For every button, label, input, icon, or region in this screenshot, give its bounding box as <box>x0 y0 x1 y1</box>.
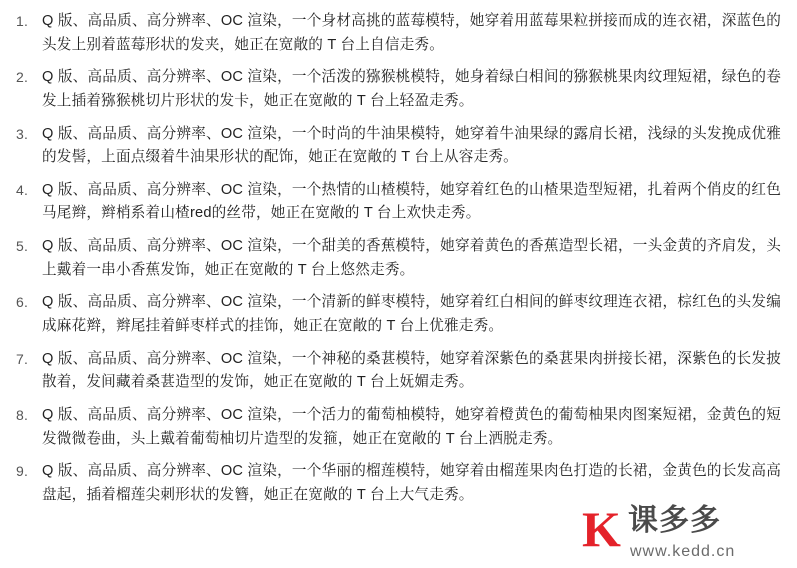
list-item-number: 7. <box>16 350 29 367</box>
watermark <box>582 500 787 562</box>
list-item-number: 5. <box>16 238 29 255</box>
list-item-number: 6. <box>16 294 29 311</box>
list-item-text: Q 版、高品质、高分辨率、OC 渲染，一个华丽的榴莲模特，她穿着由榴莲果肉色打造的长裙，金黄色的长发高高盘起，插着榴莲尖刺形状的发簪，她正在宽敞的 T 台上大气走秀。 <box>42 463 781 503</box>
list-item <box>16 404 781 451</box>
list-item <box>16 179 781 226</box>
watermark-logo-icon: K <box>582 501 621 557</box>
list-item-text: Q 版、高品质、高分辨率、OC 渲染，一个甜美的香蕉模特，她穿着黄色的香蕉造型长裙，一头金黄的齐肩发，头上戴着一串小香蕉发饰，她正在宽敞的 T 台上悠然走秀。 <box>42 238 781 278</box>
list-item-number: 3. <box>16 125 29 142</box>
list-item-text: Q 版、高品质、高分辨率、OC 渲染，一个清新的鲜枣模特，她穿着红白相间的鲜枣纹理连衣裙，棕红色的头发编成麻花辫，辫尾挂着鲜枣样式的挂饰，她正在宽敞的 T 台上优雅走秀。 <box>42 294 781 335</box>
list-item <box>16 460 781 507</box>
list-item-number: 4. <box>16 181 29 198</box>
list-item <box>16 235 781 282</box>
list-item-text: Q 版、高品质、高分辨率、OC 渲染，一个身材高挑的蓝莓模特，她穿着用蓝莓果粒拼接而成的连衣裙，深蓝色的头发上别着蓝莓形状的发夹，她正在宽敞的 T 台上自信走秀。 <box>42 13 781 53</box>
watermark-title: 课多多 <box>628 504 721 537</box>
list-item-text: Q 版、高品质、高分辨率、OC 渲染，一个活泼的猕猴桃模特，她身着绿白相间的猕猴桃果肉纹理短裙，绿色的卷发上插着猕猴桃切片形状的发卡，她正在宽敞的 T 台上轻盈走秀。 <box>42 69 781 109</box>
list-item <box>16 123 781 170</box>
list-item <box>16 291 781 338</box>
list-item <box>16 66 781 113</box>
list-item <box>16 348 781 395</box>
list-item-number: 1. <box>16 13 29 29</box>
list-item-number: 2. <box>16 69 29 86</box>
list-item-text: Q 版、高品质、高分辨率、OC 渲染，一个热情的山楂模特，她穿着红色的山楂果造型短裙，扎着两个俏皮的红色马尾辫，辫梢系着山楂red的丝带，她正在宽敞的 T 台上欢快走秀。 <box>42 181 781 222</box>
list-item-number: 9. <box>16 463 29 480</box>
list-item-text: Q 版、高品质、高分辨率、OC 渲染，一个活力的葡萄柚模特，她穿着橙黄色的葡萄柚果肉图案短裙，金黄色的短发微微卷曲，头上戴着葡萄柚切片造型的发箍，她正在宽敞的 T 台上洒脱走秀。 <box>42 406 781 447</box>
list-item <box>16 10 781 57</box>
prompt-list <box>16 10 781 508</box>
list-item-number: 8. <box>16 406 29 423</box>
watermark-subtitle: www.kedd.cn <box>630 543 736 560</box>
list-item-text: Q 版、高品质、高分辨率、OC 渲染，一个神秘的桑葚模特，她穿着深紫色的桑葚果肉拼接长裙，深紫色的长发披散着，发间藏着桑葚造型的发饰，她正在宽敞的 T 台上妩媚走秀。 <box>42 350 781 391</box>
list-item-text: Q 版、高品质、高分辨率、OC 渲染，一个时尚的牛油果模特，她穿着牛油果绿的露肩长裙，浅绿的头发挽成优雅的发髻，上面点缀着牛油果形状的配饰，她正在宽敞的 T 台上从容走秀。 <box>42 125 781 166</box>
